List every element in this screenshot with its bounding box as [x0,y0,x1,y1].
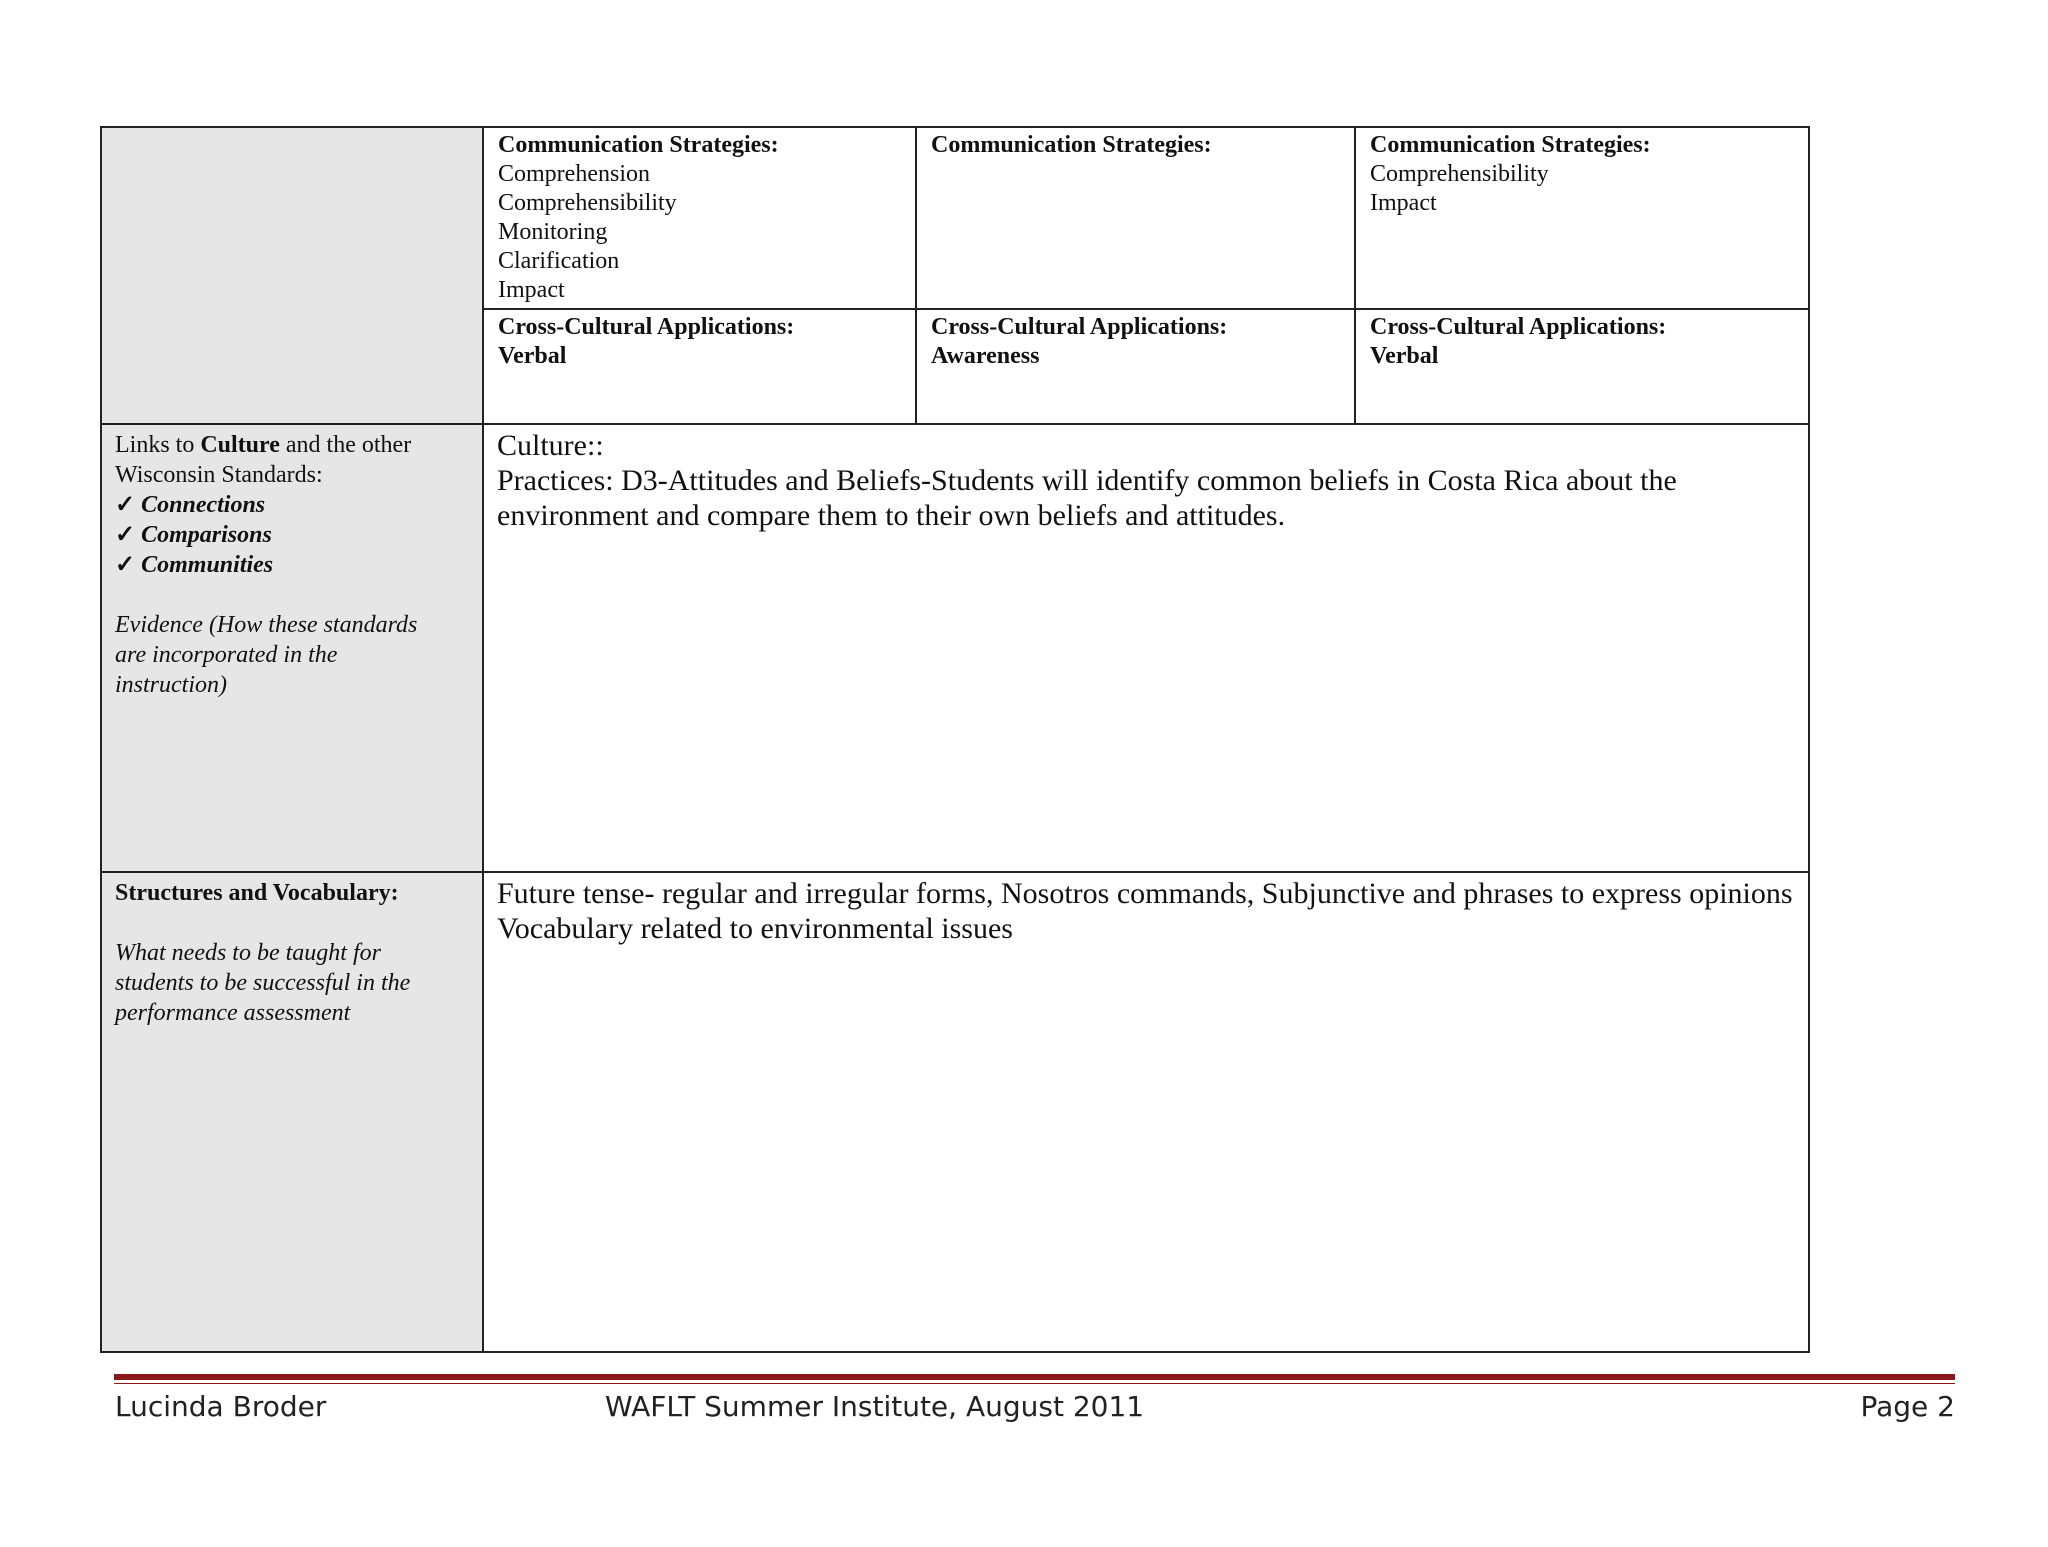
structures-title: Structures and Vocabulary: [115,880,399,906]
check-icon: ✓ [115,552,136,578]
structures-label-cell [101,872,483,1352]
strategies-heading: Communication Strategies: [498,132,779,158]
label-bold-culture: Culture [200,432,280,458]
structures-note-line: students to be successful in the [115,970,411,996]
strategy-item: Monitoring [498,219,608,245]
structures-note-line: What needs to be taught for [115,940,381,966]
footer-author: Lucinda Broder [115,1390,327,1423]
strategy-item: Impact [1370,190,1437,216]
culture-label-cell [101,424,483,872]
culture-label-line2: Wisconsin Standards: [115,462,323,488]
communication-strategies-row [101,127,1809,309]
strategies-heading: Communication Strategies: [931,132,1212,158]
check-label: Communities [141,552,274,578]
strategy-item: Clarification [498,248,620,274]
strategies-cell-1 [483,127,916,309]
check-label: Connections [141,492,266,518]
culture-label-line [115,430,469,460]
structures-content-cell [483,872,1809,1352]
structures-vocabulary-text: Vocabulary related to environmental issues [497,912,1013,945]
cross-cultural-value: Verbal [1370,343,1439,369]
label-prefix: Links to [115,432,201,458]
structures-note-line: performance assessment [115,1000,351,1026]
culture-practices-text: Practices: D3-Attitudes and Beliefs-Students will identify common beliefs in Costa Rica about the environment and compare them to their own beliefs and attitudes. [497,464,1677,532]
footer-rule [114,1374,1955,1380]
blank-label-cell [101,127,483,424]
strategies-heading: Communication Strategies: [1370,132,1651,158]
evidence-line: Evidence (How these standards [115,612,418,638]
check-label: Comparisons [141,522,272,548]
culture-title: Culture:: [497,429,604,462]
structures-row [101,872,1809,1352]
strategies-cell-3 [1355,127,1809,309]
cross-cultural-heading: Cross-Cultural Applications: [931,314,1228,340]
cross-cultural-cell-3 [1355,309,1809,424]
cross-cultural-heading: Cross-Cultural Applications: [1370,314,1667,340]
culture-row [101,424,1809,872]
label-suffix: and the other [279,432,412,458]
strategy-item: Impact [498,277,565,303]
cross-cultural-value: Awareness [931,343,1040,369]
evidence-line: instruction) [115,672,227,698]
cross-cultural-value: Verbal [498,343,567,369]
cross-cultural-heading: Cross-Cultural Applications: [498,314,795,340]
culture-content-cell [483,424,1809,872]
check-item-comparisons [115,520,469,550]
check-icon: ✓ [115,492,136,518]
strategy-item: Comprehension [498,161,650,187]
strategy-item: Comprehensibility [1370,161,1549,187]
evidence-line: are incorporated in the [115,642,338,668]
cross-cultural-cell-2 [916,309,1355,424]
lesson-plan-table [100,126,1810,1353]
check-icon: ✓ [115,522,136,548]
strategy-item: Comprehensibility [498,190,677,216]
structures-grammar-text: Future tense- regular and irregular forms, Nosotros commands, Subjunctive and phrases to express opinions [497,877,1793,910]
footer-page-number: Page 2 [1860,1390,1955,1423]
footer-event: WAFLT Summer Institute, August 2011 [605,1390,1145,1423]
check-item-connections [115,490,469,520]
strategies-cell-2 [916,127,1355,309]
check-item-communities [115,550,469,580]
footer-rule-thin [114,1383,1955,1384]
cross-cultural-cell-1 [483,309,916,424]
